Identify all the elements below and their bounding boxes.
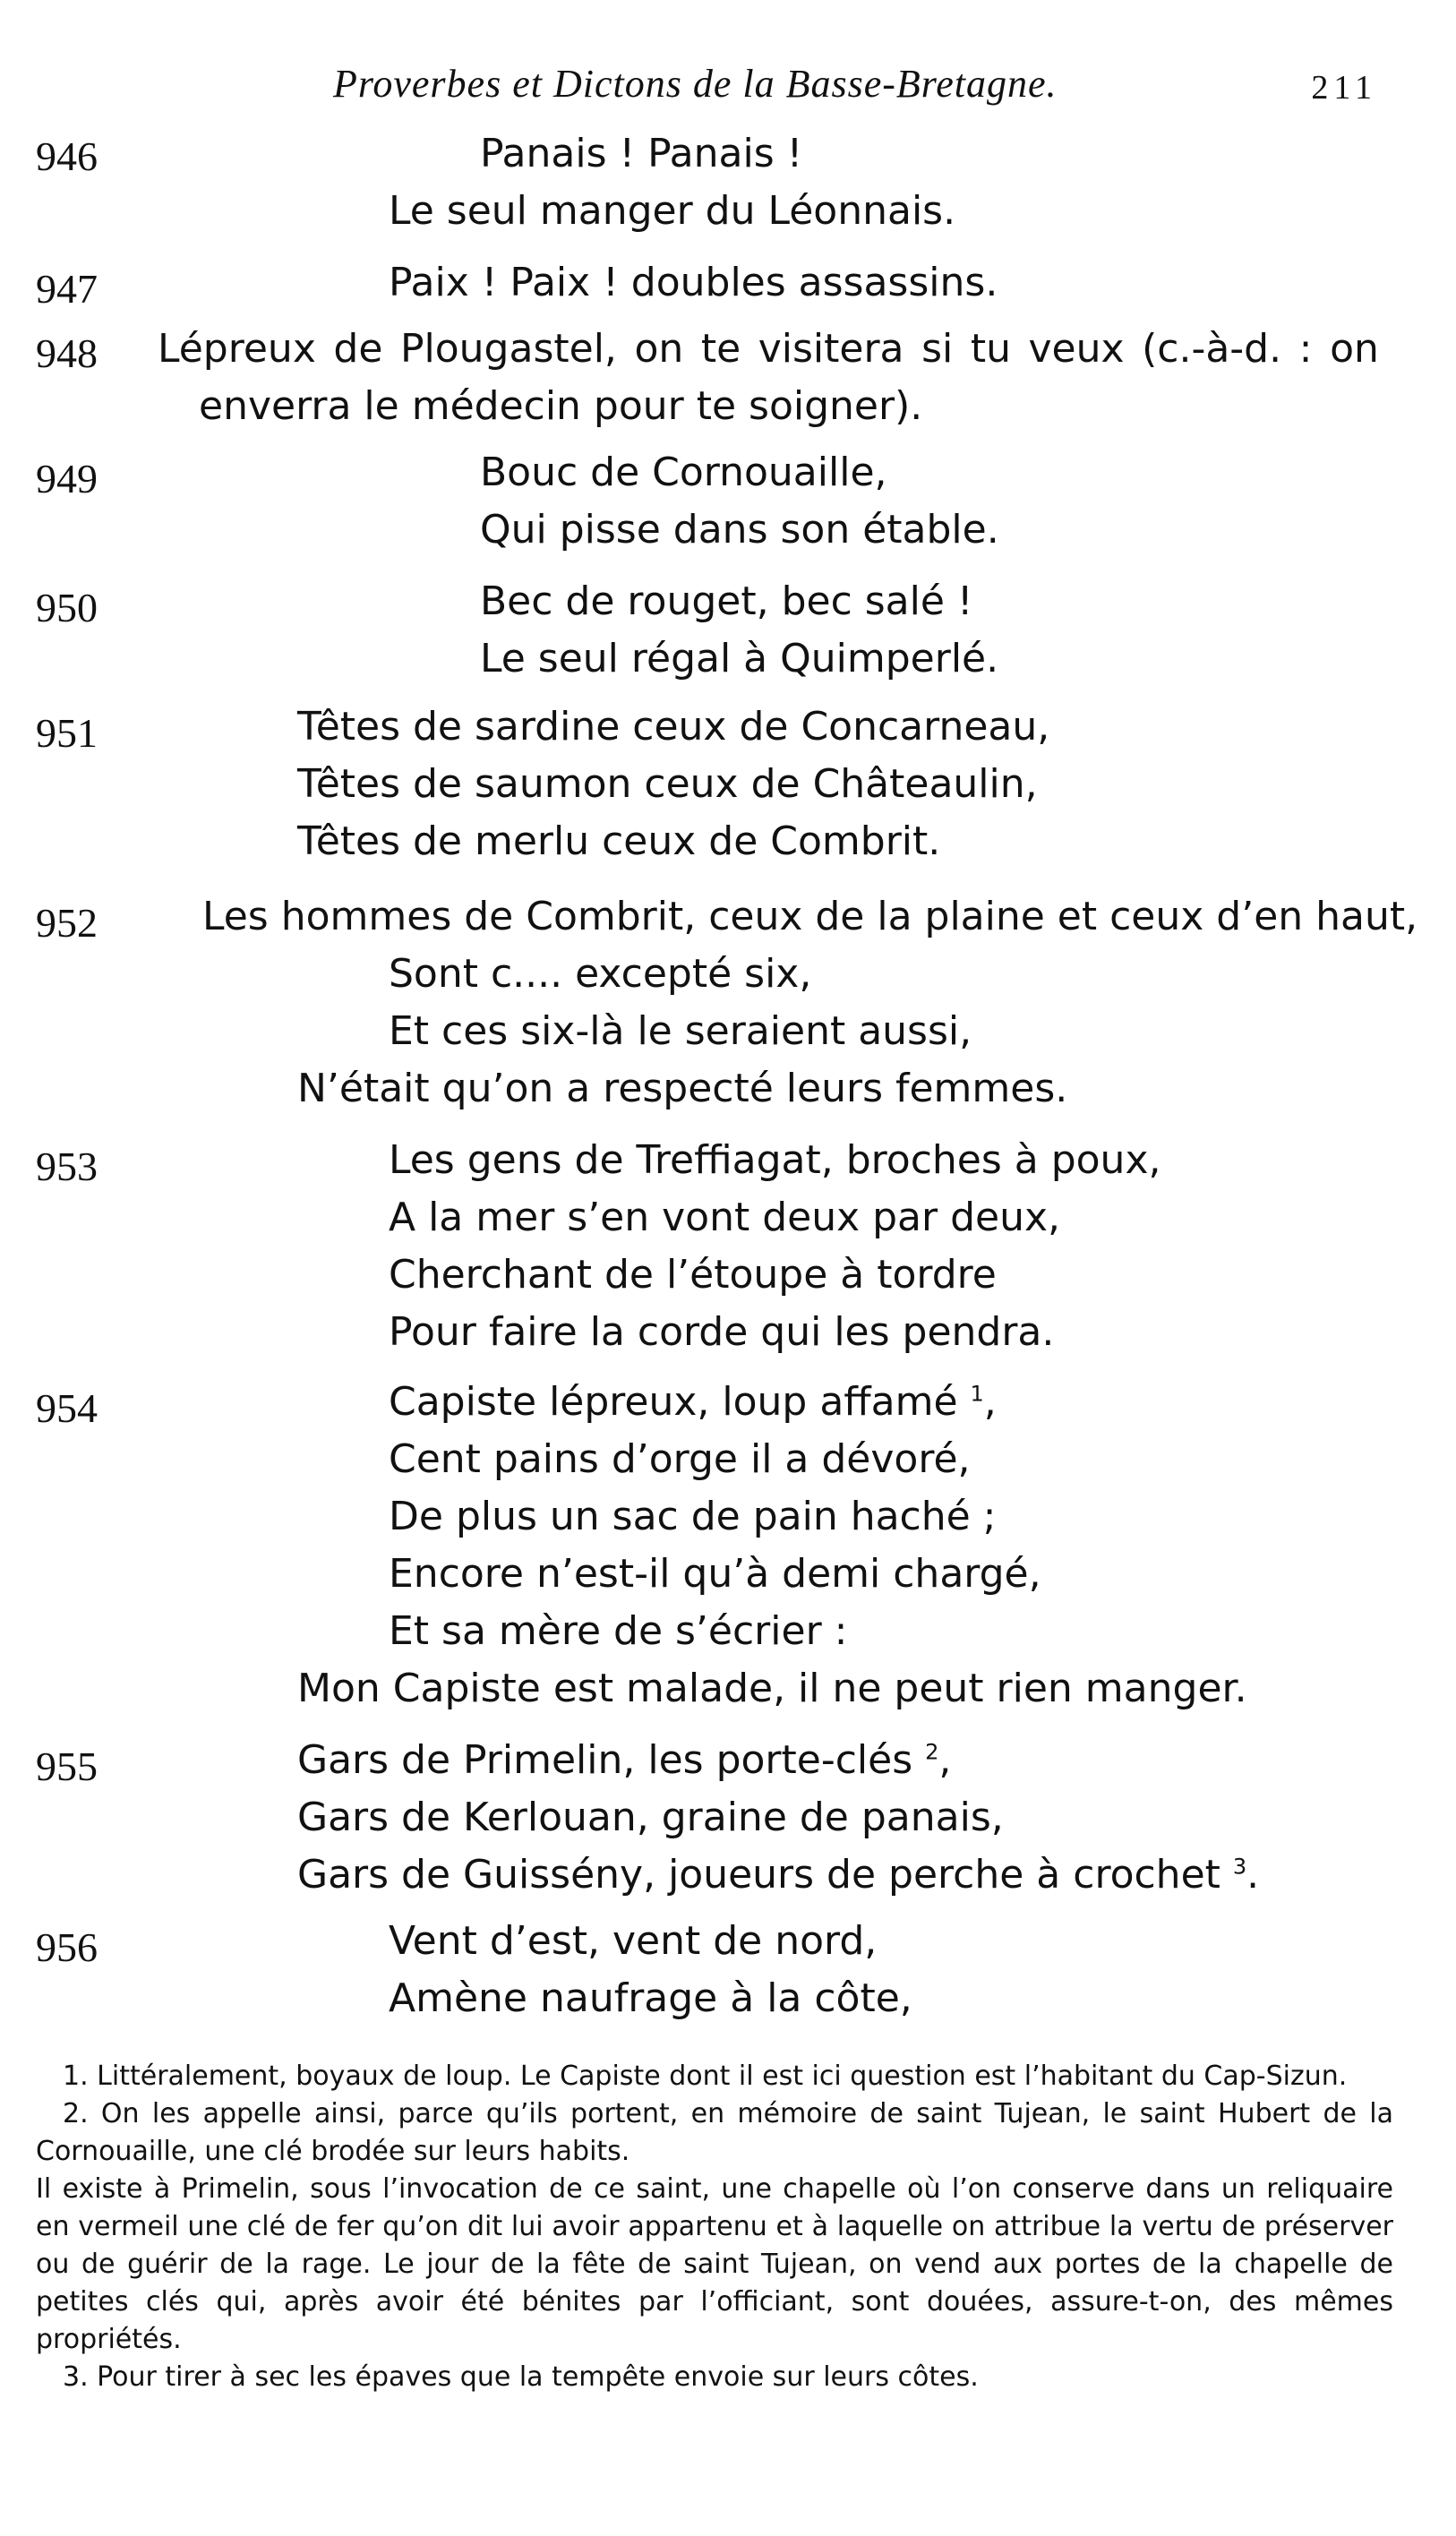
page-number: 211 bbox=[1311, 69, 1377, 107]
footnote-3: 3. Pour tirer à sec les épaves que la tempête envoie sur leurs côtes. bbox=[63, 2361, 979, 2393]
footnote-ref: 1 bbox=[970, 1381, 984, 1407]
verse-line: Sont c.... excepté six, bbox=[389, 951, 812, 997]
verse-line: De plus un sac de pain haché ; bbox=[389, 1494, 997, 1539]
verse-line: Mon Capiste est malade, il ne peut rien manger. bbox=[297, 1666, 1247, 1711]
word: de bbox=[333, 326, 383, 372]
page-header bbox=[0, 61, 1456, 118]
word: Plougastel, bbox=[399, 326, 617, 372]
entry-number: 947 bbox=[36, 266, 98, 312]
prose-line: enverra le médecin pour te soigner). bbox=[199, 383, 923, 429]
word: on bbox=[1330, 326, 1379, 372]
footnote-ref: 2 bbox=[925, 1739, 939, 1765]
verse-line: Amène naufrage à la côte, bbox=[389, 1975, 912, 2021]
verse-text: Capiste lépreux, loup affamé bbox=[389, 1379, 958, 1425]
footnote-ref: 3 bbox=[1232, 1854, 1247, 1880]
word: visitera bbox=[758, 326, 904, 372]
footnote-2: 2. On les appelle ainsi, parce qu’ils portent, en mémoire de saint Tujean, le saint Hubert de la Cornouaille, une clé brodée sur leurs habits. bbox=[36, 2098, 1393, 2167]
word: on bbox=[634, 326, 684, 372]
entry-number: 949 bbox=[36, 456, 98, 501]
word: te bbox=[700, 326, 741, 372]
entry-number: 953 bbox=[36, 1144, 98, 1189]
verse-line: Les hommes de Combrit, ceux de la plaine et ceux d’en haut, bbox=[202, 894, 1418, 939]
entry-number: 956 bbox=[36, 1924, 98, 1970]
verse-line: Bouc de Cornouaille, bbox=[480, 450, 887, 495]
verse-line: Bec de rouget, bec salé ! bbox=[480, 578, 973, 624]
entry-number: 948 bbox=[36, 330, 98, 376]
verse-line bbox=[297, 1852, 1259, 1898]
entry-number: 955 bbox=[36, 1744, 98, 1789]
verse-line: Têtes de sardine ceux de Concarneau, bbox=[297, 704, 1050, 750]
footnote-2-continued: Il existe à Primelin, sous l’invocation de ce saint, une chapelle où l’on conserve dans un reliquaire en vermeil une clé de fer qu’on dit lui avoir appartenu et à laquelle on attribue la vertu de préserver ou de guérir de la rage. Le jour de la fête de saint Tujean, on vend aux portes de la chapelle de petites clés qui, après avoir été bénites par l’officiant, sont douées, assure-t-on, des mêmes propriétés. bbox=[36, 2173, 1393, 2355]
verse-line: Vent d’est, vent de nord, bbox=[389, 1918, 878, 1964]
verse-line: Paix ! Paix ! doubles assassins. bbox=[389, 260, 998, 305]
verse-line: Gars de Kerlouan, graine de panais, bbox=[297, 1795, 1004, 1840]
entry-number: 951 bbox=[36, 710, 98, 756]
running-title: Proverbes et Dictons de la Basse-Bretagne. bbox=[333, 62, 1058, 106]
entry-number: 946 bbox=[36, 133, 98, 179]
verse-line: Le seul manger du Léonnais. bbox=[389, 188, 956, 234]
word: veux bbox=[1028, 326, 1125, 372]
footnotes bbox=[36, 2058, 1393, 2396]
verse-line: Cent pains d’orge il a dévoré, bbox=[389, 1436, 971, 1482]
verse-line: Têtes de merlu ceux de Combrit. bbox=[297, 818, 941, 864]
verse-line: A la mer s’en vont deux par deux, bbox=[389, 1195, 1060, 1240]
verse-line: Le seul régal à Quimperlé. bbox=[480, 636, 999, 681]
verse-line: Les gens de Treffiagat, broches à poux, bbox=[389, 1137, 1161, 1183]
punctuation: . bbox=[1246, 1852, 1260, 1898]
prose-line bbox=[158, 326, 1379, 372]
verse-line: N’était qu’on a respecté leurs femmes. bbox=[297, 1066, 1068, 1111]
verse-text: Gars de Primelin, les porte-clés bbox=[297, 1737, 913, 1783]
verse-text: Gars de Guissény, joueurs de perche à crochet bbox=[297, 1852, 1220, 1898]
verse-line: Pour faire la corde qui les pendra. bbox=[389, 1309, 1055, 1355]
verse-line: Capiste lépreux, loup affamé $^1$, bbox=[389, 1379, 997, 1425]
punctuation: , bbox=[938, 1737, 952, 1783]
verse-line bbox=[297, 1737, 951, 1783]
entry-number: 950 bbox=[36, 585, 98, 630]
verse-line: Encore n’est-il qu’à demi chargé, bbox=[389, 1551, 1041, 1597]
verse-line: Têtes de saumon ceux de Châteaulin, bbox=[297, 761, 1038, 807]
entry-number: 952 bbox=[36, 900, 98, 946]
word: Lépreux bbox=[158, 326, 316, 372]
verse-line: Cherchant de l’étoupe à tordre bbox=[389, 1252, 997, 1298]
verse-line: Et sa mère de s’écrier : bbox=[389, 1608, 848, 1654]
word: : bbox=[1298, 326, 1313, 372]
entry-number: 954 bbox=[36, 1385, 98, 1431]
word: tu bbox=[970, 326, 1011, 372]
verse-line: Et ces six-là le seraient aussi, bbox=[389, 1008, 972, 1054]
footnote-1: 1. Littéralement, boyaux de loup. Le Capiste dont il est ici question est l’habitant du Cap-Sizun. bbox=[63, 2060, 1348, 2092]
verse-line: Qui pisse dans son étable. bbox=[480, 507, 999, 553]
word: si bbox=[921, 326, 954, 372]
verse-line: Panais ! Panais ! bbox=[480, 131, 803, 176]
word: (c.-à-d. bbox=[1142, 326, 1282, 372]
